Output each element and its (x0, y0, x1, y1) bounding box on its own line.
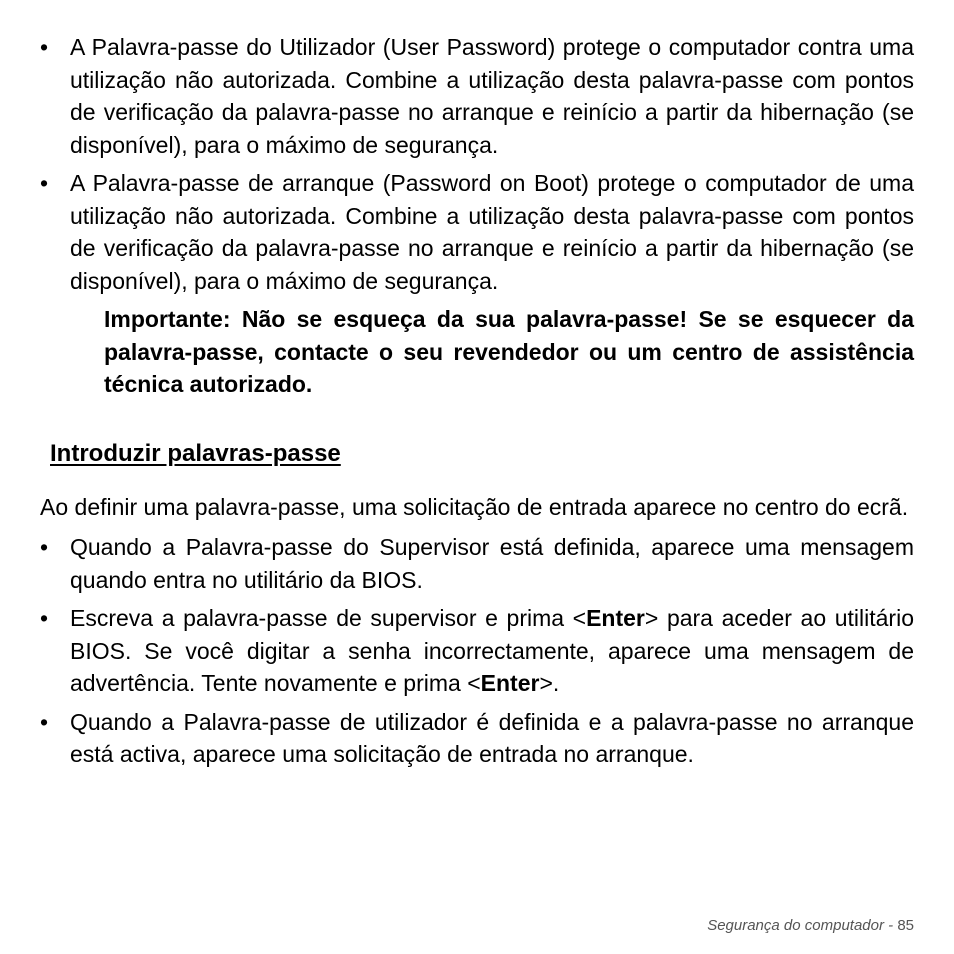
bullet-icon: • (40, 605, 49, 631)
list-item-text: A Palavra-passe do Utilizador (User Password) protege o computador contra uma utilização não autorizada. Combine a utilização desta palavra-passe com pontos de verificação da palavra-passe no arranque e reinício a partir da hibernação (se disponível), para o máximo de segurança. (70, 34, 914, 158)
list-item-text-part: Escreva a palavra-passe de supervisor e prima < (70, 605, 587, 631)
page-footer (707, 917, 914, 934)
enter-key-label: Enter (586, 605, 645, 631)
list-item-boot-password (40, 167, 914, 297)
list-item-enter-supervisor (40, 602, 914, 700)
bullet-icon: • (40, 34, 49, 60)
list-item-text: Quando a Palavra-passe de utilizador é definida e a palavra-passe no arranque está activa, aparece uma solicitação de entrada no arranque. (70, 708, 914, 767)
password-prompt-list (40, 531, 914, 771)
document-page (40, 31, 914, 777)
list-item-text: Quando a Palavra-passe do Supervisor está definida, aparece uma mensagem quando entra no utilitário da BIOS. (70, 534, 914, 593)
intro-paragraph: Ao definir uma palavra-passe, uma solicitação de entrada aparece no centro do ecrã. (40, 493, 909, 520)
list-item-text-part: >. (539, 670, 560, 696)
enter-key-label: Enter (480, 670, 540, 696)
bullet-icon: • (40, 708, 49, 735)
section-heading: Introduzir palavras-passe (50, 439, 341, 467)
footer-section-title: Segurança do computador - (707, 917, 898, 934)
bullet-icon: • (40, 170, 49, 196)
page-number: 85 (897, 917, 914, 934)
list-item-supervisor-prompt (40, 531, 914, 596)
list-item-user-password (40, 31, 914, 161)
password-types-list (40, 31, 914, 297)
list-item-boot-prompt (40, 706, 914, 771)
list-item-text: A Palavra-passe de arranque (Password on Boot) protege o computador de uma utilização não autorizada. Combine a utilização desta palavra-passe com pontos de verificação da palavra-passe no arranque e reinício a partir da hibernação (se disponível), para o máximo de segurança. (70, 170, 914, 294)
bullet-icon: • (40, 534, 49, 560)
important-note: Importante: Não se esqueça da sua palavra-passe! Se se esquecer da palavra-passe, contacte o seu revendedor ou um centro de assistência técnica autorizado. (104, 306, 914, 397)
list-item-text-part: > para aceder ao utilitário BIOS. Se você digitar a senha incorrectamente, aparece uma mensagem de advertência. Tente novamente e prima < (70, 605, 914, 696)
